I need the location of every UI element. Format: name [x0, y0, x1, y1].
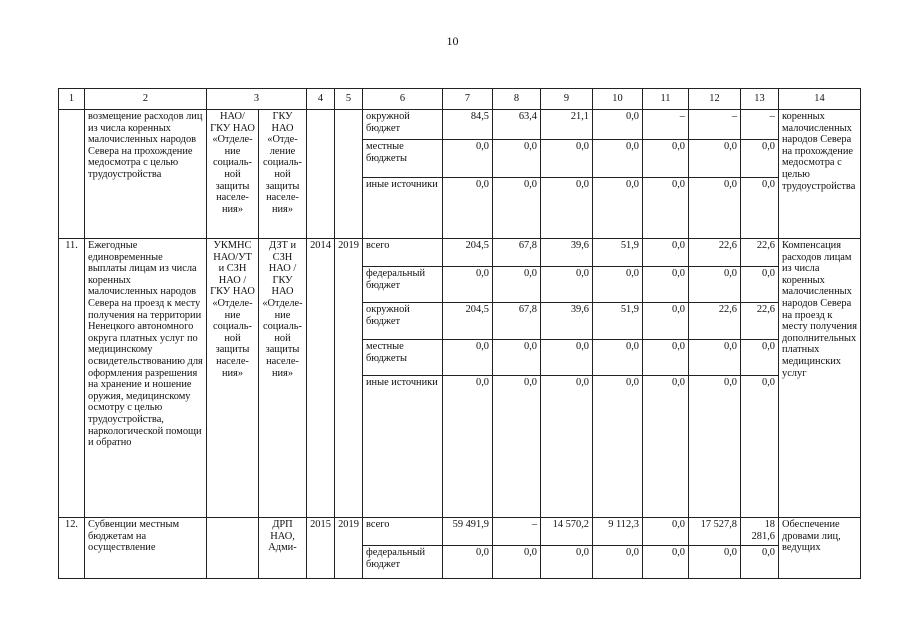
- expected-result: Обеспечение дровами лиц, ведущих: [779, 518, 861, 579]
- funding-value: 59 491,9: [443, 518, 493, 546]
- funding-value: 0,0: [689, 140, 741, 178]
- funding-value: 67,8: [493, 239, 541, 267]
- executor-primary: [207, 518, 259, 579]
- funding-value: 0,0: [443, 546, 493, 579]
- funding-value: 0,0: [541, 376, 593, 518]
- funding-value: 0,0: [643, 518, 689, 546]
- funding-value: –: [689, 110, 741, 140]
- funding-value: 0,0: [643, 140, 689, 178]
- item-name: Ежегодные единовременные выплаты лицам из числа коренных малочисленных народов Севера на проезд к месту получения на территории Ненецкого автономного округа платных услуг по медицинскому освидетельствованию для оформления разрешения на хранение и ношение оружия, медицинскому осмотру с целью трудоустройства, наркологической помощи и обратно: [85, 239, 207, 518]
- item-name: Субвенции местным бюджетам на осуществление: [85, 518, 207, 579]
- item-number: 12.: [59, 518, 85, 579]
- header-cell: 6: [363, 89, 443, 110]
- funding-value: 18 281,6: [741, 518, 779, 546]
- start-year: [307, 110, 335, 239]
- header-row: [59, 89, 861, 110]
- page-number: 10: [446, 34, 459, 48]
- expected-result: коренных малочисленных народов Севера на прохождение медосмотра с целью трудоустройства: [779, 110, 861, 239]
- funding-source: местные бюджеты: [363, 140, 443, 178]
- end-year: 2019: [335, 239, 363, 518]
- funding-value: 0,0: [541, 340, 593, 376]
- funding-source: местные бюджеты: [363, 340, 443, 376]
- funding-source: окружной бюджет: [363, 303, 443, 340]
- funding-value: 0,0: [493, 376, 541, 518]
- header-cell: 5: [335, 89, 363, 110]
- funding-value: –: [741, 110, 779, 140]
- funding-value: 0,0: [541, 546, 593, 579]
- funding-value: 0,0: [643, 340, 689, 376]
- item-number: [59, 110, 85, 239]
- funding-value: 0,0: [643, 267, 689, 303]
- funding-value: 0,0: [493, 267, 541, 303]
- funding-value: 21,1: [541, 110, 593, 140]
- start-year: 2014: [307, 239, 335, 518]
- funding-value: 0,0: [741, 140, 779, 178]
- funding-source: федеральный бюджет: [363, 267, 443, 303]
- funding-value: 0,0: [593, 110, 643, 140]
- funding-value: 0,0: [493, 140, 541, 178]
- funding-value: 39,6: [541, 303, 593, 340]
- funding-value: 51,9: [593, 239, 643, 267]
- funding-value: 17 527,8: [689, 518, 741, 546]
- funding-value: 67,8: [493, 303, 541, 340]
- end-year: [335, 110, 363, 239]
- executor-secondary: ДЗТ и СЗН НАО / ГКУ НАО «Отделе-ние социаль-ной защиты населе-ния»: [259, 239, 307, 518]
- funding-value: –: [493, 518, 541, 546]
- header-cell: 13: [741, 89, 779, 110]
- item-number: 11.: [59, 239, 85, 518]
- funding-value: 0,0: [689, 267, 741, 303]
- funding-value: 0,0: [643, 239, 689, 267]
- funding-source: иные источники: [363, 376, 443, 518]
- funding-value: 14 570,2: [541, 518, 593, 546]
- funding-value: 0,0: [443, 267, 493, 303]
- table-row: [59, 239, 861, 267]
- funding-value: 22,6: [689, 303, 741, 340]
- expected-result: Компенсация расходов лицам из числа коренных малочисленных народов Севера на проезд к месту получения дополнительных платных медицинских услуг: [779, 239, 861, 518]
- funding-value: 0,0: [541, 267, 593, 303]
- funding-value: 0,0: [493, 178, 541, 239]
- funding-value: 0,0: [643, 303, 689, 340]
- funding-source: окружной бюджет: [363, 110, 443, 140]
- funding-source: иные источники: [363, 178, 443, 239]
- funding-value: 204,5: [443, 303, 493, 340]
- funding-value: 0,0: [493, 340, 541, 376]
- header-cell: 2: [85, 89, 207, 110]
- header-cell: 9: [541, 89, 593, 110]
- funding-value: 0,0: [541, 140, 593, 178]
- header-cell: 11: [643, 89, 689, 110]
- funding-value: 0,0: [593, 340, 643, 376]
- funding-value: 0,0: [443, 178, 493, 239]
- header-cell: 8: [493, 89, 541, 110]
- funding-value: 39,6: [541, 239, 593, 267]
- executor-primary: НАО/ ГКУ НАО «Отделе-ние социаль-ной защиты населе-ния»: [207, 110, 259, 239]
- funding-value: 22,6: [741, 239, 779, 267]
- funding-value: –: [643, 110, 689, 140]
- funding-value: 0,0: [741, 546, 779, 579]
- item-name: возмещение расходов лиц из числа коренных малочисленных народов Севера на прохождение медосмотра с целью трудоустройства: [85, 110, 207, 239]
- funding-value: 0,0: [741, 340, 779, 376]
- funding-value: 0,0: [643, 546, 689, 579]
- funding-value: 0,0: [741, 178, 779, 239]
- executor-secondary: ДРП НАО, Адми-: [259, 518, 307, 579]
- funding-value: 0,0: [593, 267, 643, 303]
- start-year: 2015: [307, 518, 335, 579]
- funding-value: 0,0: [493, 546, 541, 579]
- funding-value: 0,0: [443, 376, 493, 518]
- header-cell: 7: [443, 89, 493, 110]
- funding-value: 0,0: [593, 376, 643, 518]
- funding-value: 0,0: [741, 376, 779, 518]
- funding-value: 0,0: [689, 376, 741, 518]
- funding-value: 84,5: [443, 110, 493, 140]
- funding-value: 0,0: [689, 546, 741, 579]
- funding-value: 0,0: [593, 140, 643, 178]
- funding-value: 9 112,3: [593, 518, 643, 546]
- funding-value: 0,0: [643, 178, 689, 239]
- funding-value: 0,0: [689, 178, 741, 239]
- funding-value: 0,0: [593, 546, 643, 579]
- funding-value: 22,6: [741, 303, 779, 340]
- executor-secondary: ГКУ НАО «Отде-ление социаль-ной защиты населе-ния»: [259, 110, 307, 239]
- program-table: [58, 88, 861, 579]
- header-cell: 4: [307, 89, 335, 110]
- header-cell: 10: [593, 89, 643, 110]
- header-cell: 12: [689, 89, 741, 110]
- funding-source: всего: [363, 239, 443, 267]
- funding-value: 0,0: [741, 267, 779, 303]
- header-cell: 14: [779, 89, 861, 110]
- funding-source: федеральный бюджет: [363, 546, 443, 579]
- funding-value: 63,4: [493, 110, 541, 140]
- table-row: [59, 110, 861, 140]
- funding-value: 0,0: [443, 340, 493, 376]
- executor-primary: УКМНС НАО/УТ и СЗН НАО / ГКУ НАО «Отделе-ние социаль-ной защиты населе-ния»: [207, 239, 259, 518]
- funding-value: 0,0: [593, 178, 643, 239]
- table-row: [59, 518, 861, 546]
- funding-value: 204,5: [443, 239, 493, 267]
- funding-value: 22,6: [689, 239, 741, 267]
- header-cell: 3: [207, 89, 307, 110]
- funding-source: всего: [363, 518, 443, 546]
- funding-value: 0,0: [643, 376, 689, 518]
- funding-value: 0,0: [541, 178, 593, 239]
- funding-value: 0,0: [443, 140, 493, 178]
- header-cell: 1: [59, 89, 85, 110]
- funding-value: 51,9: [593, 303, 643, 340]
- end-year: 2019: [335, 518, 363, 579]
- funding-value: 0,0: [689, 340, 741, 376]
